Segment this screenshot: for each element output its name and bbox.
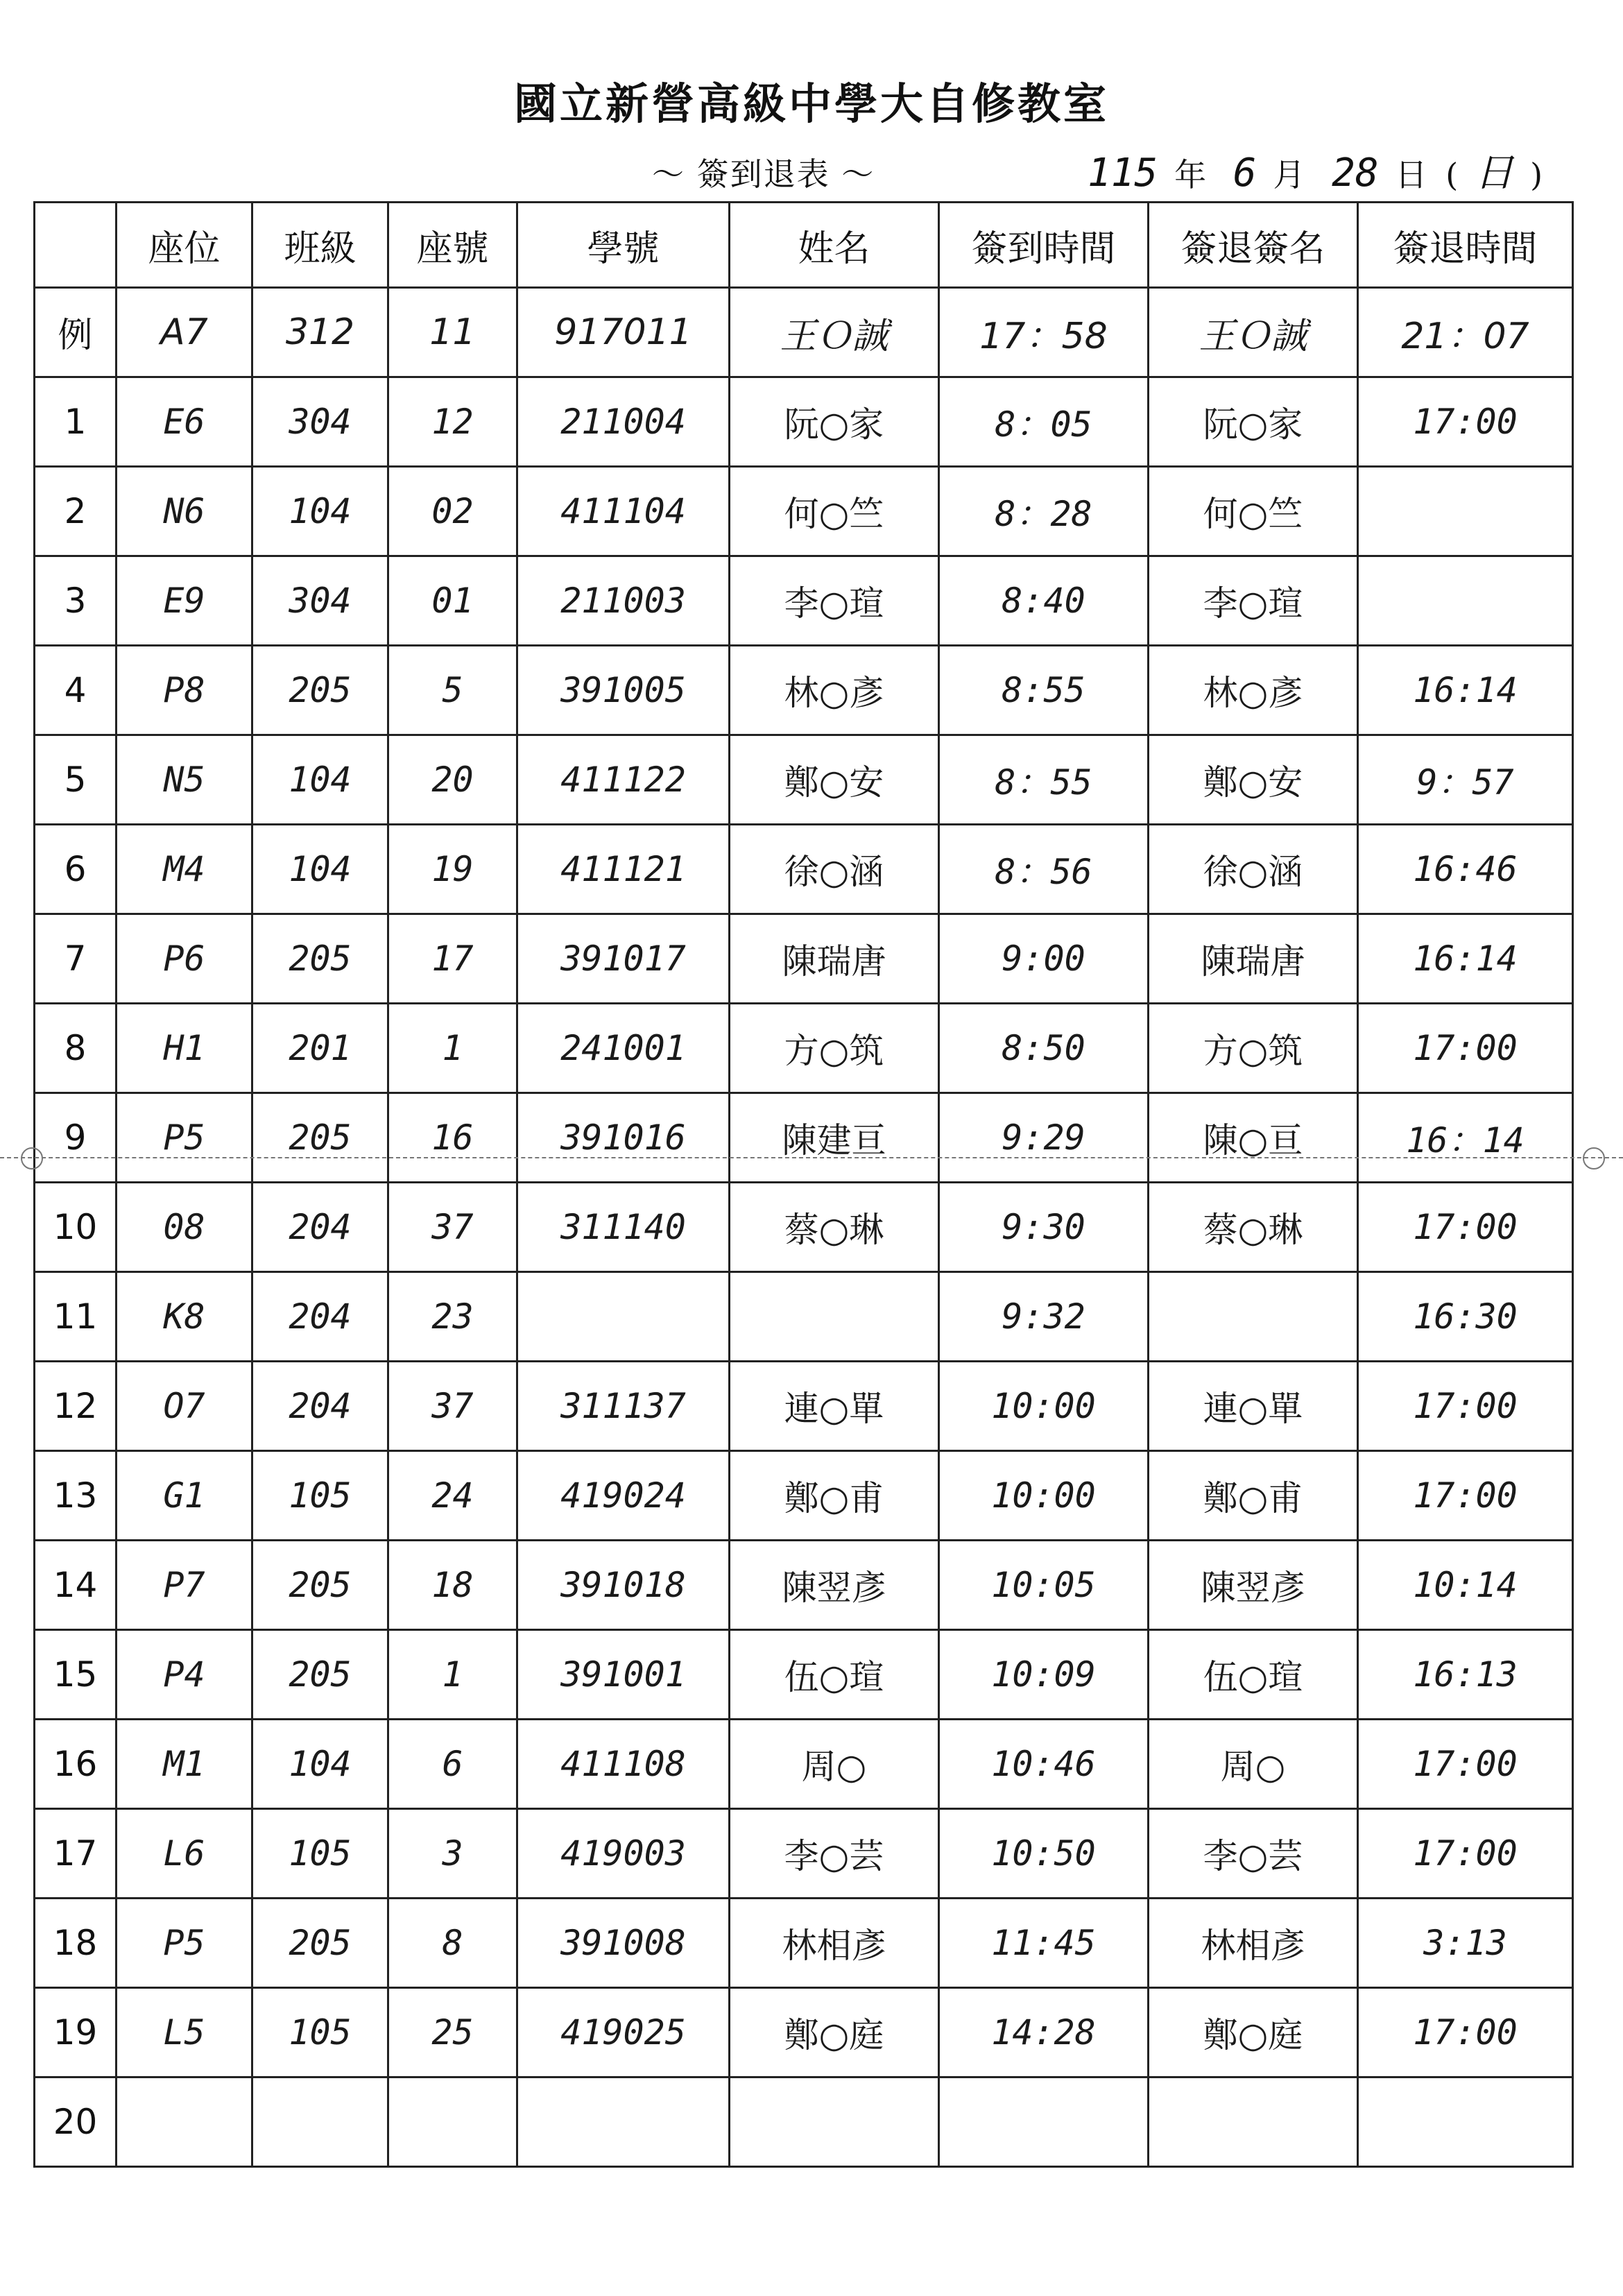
cell-name: 李○瑄: [730, 556, 939, 646]
cell-student-id: 311140: [517, 1183, 730, 1272]
row-number: 16: [35, 1720, 117, 1809]
cell-student-id: 411121: [517, 825, 730, 914]
cell-student-id: 411108: [517, 1720, 730, 1809]
cell-seat: L6: [117, 1809, 252, 1899]
date-day-unit: 日: [1395, 156, 1427, 194]
cell-sign-out-signature: 林相彥: [1149, 1899, 1358, 1988]
cell-seat-number: 01: [388, 556, 517, 646]
cell-sign-out-signature: 陳瑞唐: [1149, 914, 1358, 1004]
date-weekday: 日: [1475, 151, 1514, 196]
cell-sign-out-time: 17:00: [1358, 1451, 1573, 1541]
cell-sign-in-time: 10:50: [939, 1809, 1149, 1899]
table-body: [35, 288, 1573, 2167]
cell-sign-out-time: 9：57: [1358, 735, 1573, 825]
table-row: [35, 825, 1573, 914]
cell-sign-in-time: 14:28: [939, 1988, 1149, 2077]
fold-line: [0, 1157, 1623, 1158]
row-number: 1: [35, 377, 117, 467]
cell-sign-out-signature: 周○: [1149, 1720, 1358, 1809]
table-row: [35, 1630, 1573, 1720]
cell-sign-out-time: 16:14: [1358, 914, 1573, 1004]
cell-class: 105: [252, 1809, 388, 1899]
cell-name: 陳建亘: [730, 1093, 939, 1183]
row-number: 8: [35, 1004, 117, 1093]
cell-seat: P5: [117, 1899, 252, 1988]
cell-student-id: 391008: [517, 1899, 730, 1988]
table-row: [35, 377, 1573, 467]
cell-student-id: 391017: [517, 914, 730, 1004]
cell-sign-in-time: 8:55: [939, 646, 1149, 735]
cell-sign-out-time: 17:00: [1358, 1362, 1573, 1451]
cell-seat-number: 24: [388, 1451, 517, 1541]
cell-sign-out-time: 17:00: [1358, 1720, 1573, 1809]
cell-sign-out-signature: 陳翌彥: [1149, 1541, 1358, 1630]
cell-seat-number: 3: [388, 1809, 517, 1899]
cell-sign-out-time: 17:00: [1358, 1183, 1573, 1272]
cell-sign-out-signature: 鄭○甫: [1149, 1451, 1358, 1541]
cell-seat: N6: [117, 467, 252, 556]
row-number: 7: [35, 914, 117, 1004]
cell-seat-number: 20: [388, 735, 517, 825]
row-number: 14: [35, 1541, 117, 1630]
cell-class: 105: [252, 1988, 388, 2077]
cell-name: 周○: [730, 1720, 939, 1809]
table-row: [35, 1272, 1573, 1362]
cell-sign-in-time: 17：58: [939, 288, 1149, 377]
cell-seat-number: 6: [388, 1720, 517, 1809]
column-header-seat-number: 座號: [388, 203, 517, 288]
sign-in-table: [33, 201, 1574, 2168]
cell-sign-out-signature: 阮○家: [1149, 377, 1358, 467]
cell-student-id: 211003: [517, 556, 730, 646]
cell-sign-out-time: 3:13: [1358, 1899, 1573, 1988]
cell-name: 方○筑: [730, 1004, 939, 1093]
table-row: [35, 556, 1573, 646]
table-row: [35, 735, 1573, 825]
sheet-subtitle: ～ 簽到退表 ～: [652, 155, 875, 193]
cell-seat-number: 17: [388, 914, 517, 1004]
cell-name: 陳翌彥: [730, 1541, 939, 1630]
cell-seat: E6: [117, 377, 252, 467]
table-row: [35, 1362, 1573, 1451]
cell-sign-in-time: 9:29: [939, 1093, 1149, 1183]
example-row: [35, 288, 1573, 377]
row-number: 2: [35, 467, 117, 556]
row-number: 例: [35, 288, 117, 377]
cell-class: 205: [252, 1630, 388, 1720]
cell-class: 304: [252, 556, 388, 646]
cell-seat: N5: [117, 735, 252, 825]
column-header-row-no: [35, 203, 117, 288]
cell-name: 蔡○琳: [730, 1183, 939, 1272]
cell-student-id: 419024: [517, 1451, 730, 1541]
cell-student-id: 917011: [517, 288, 730, 377]
cell-sign-out-signature: 鄭○庭: [1149, 1988, 1358, 2077]
cell-seat: O7: [117, 1362, 252, 1451]
cell-sign-out-time: 17:00: [1358, 1004, 1573, 1093]
cell-name: [730, 2077, 939, 2167]
cell-sign-out-signature: 鄭○安: [1149, 735, 1358, 825]
cell-seat-number: 1: [388, 1630, 517, 1720]
cell-sign-out-signature: 李○瑄: [1149, 556, 1358, 646]
cell-seat: H1: [117, 1004, 252, 1093]
column-header-class: 班級: [252, 203, 388, 288]
cell-sign-out-signature: 徐○涵: [1149, 825, 1358, 914]
cell-class: 104: [252, 825, 388, 914]
cell-name: 伍○瑄: [730, 1630, 939, 1720]
cell-seat: P7: [117, 1541, 252, 1630]
cell-class: 204: [252, 1272, 388, 1362]
cell-seat-number: 37: [388, 1183, 517, 1272]
date-weekday-close: ): [1530, 156, 1543, 194]
cell-sign-out-signature: [1149, 2077, 1358, 2167]
cell-seat-number: [388, 2077, 517, 2167]
column-header-name: 姓名: [730, 203, 939, 288]
cell-class: 105: [252, 1451, 388, 1541]
cell-seat: [117, 2077, 252, 2167]
row-number: 4: [35, 646, 117, 735]
cell-class: 205: [252, 914, 388, 1004]
cell-seat: 08: [117, 1183, 252, 1272]
cell-name: 鄭○庭: [730, 1988, 939, 2077]
row-number: 20: [35, 2077, 117, 2167]
cell-seat-number: 12: [388, 377, 517, 467]
cell-seat-number: 5: [388, 646, 517, 735]
cell-sign-in-time: 10:00: [939, 1451, 1149, 1541]
sheet-date: [1075, 142, 1547, 198]
table-row: [35, 1093, 1573, 1183]
cell-name: 阮○家: [730, 377, 939, 467]
cell-sign-out-time: 16:13: [1358, 1630, 1573, 1720]
column-header-sign-out-time: 簽退時間: [1358, 203, 1573, 288]
cell-sign-out-time: 21：07: [1358, 288, 1573, 377]
cell-seat-number: 11: [388, 288, 517, 377]
cell-sign-in-time: 11:45: [939, 1899, 1149, 1988]
date-year-unit: 年: [1174, 156, 1207, 194]
row-number: 12: [35, 1362, 117, 1451]
cell-sign-out-time: [1358, 467, 1573, 556]
cell-name: 鄭○安: [730, 735, 939, 825]
cell-class: 104: [252, 1720, 388, 1809]
cell-student-id: 391005: [517, 646, 730, 735]
cell-seat: K8: [117, 1272, 252, 1362]
cell-sign-in-time: 8:50: [939, 1004, 1149, 1093]
cell-student-id: 391016: [517, 1093, 730, 1183]
cell-class: 205: [252, 1093, 388, 1183]
date-day: 28: [1332, 151, 1379, 196]
cell-sign-out-time: 16:46: [1358, 825, 1573, 914]
cell-seat-number: 37: [388, 1362, 517, 1451]
table-row: [35, 1541, 1573, 1630]
cell-sign-in-time: 10:05: [939, 1541, 1149, 1630]
cell-sign-in-time: 8：05: [939, 377, 1149, 467]
table-row: [35, 1809, 1573, 1899]
cell-seat-number: 8: [388, 1899, 517, 1988]
column-header-seat: 座位: [117, 203, 252, 288]
cell-sign-out-signature: 林○彥: [1149, 646, 1358, 735]
cell-student-id: 411122: [517, 735, 730, 825]
cell-student-id: 241001: [517, 1004, 730, 1093]
cell-sign-in-time: [939, 2077, 1149, 2167]
cell-student-id: 419003: [517, 1809, 730, 1899]
cell-seat: A7: [117, 288, 252, 377]
cell-class: 205: [252, 646, 388, 735]
cell-sign-out-time: 16:30: [1358, 1272, 1573, 1362]
cell-seat: P6: [117, 914, 252, 1004]
cell-sign-in-time: 8：55: [939, 735, 1149, 825]
cell-name: [730, 1272, 939, 1362]
row-number: 11: [35, 1272, 117, 1362]
cell-seat: L5: [117, 1988, 252, 2077]
row-number: 10: [35, 1183, 117, 1272]
column-header-student-id: 學號: [517, 203, 730, 288]
row-number: 17: [35, 1809, 117, 1899]
cell-student-id: [517, 2077, 730, 2167]
row-number: 19: [35, 1988, 117, 2077]
cell-class: 312: [252, 288, 388, 377]
row-number: 3: [35, 556, 117, 646]
cell-class: 205: [252, 1899, 388, 1988]
cell-student-id: 391001: [517, 1630, 730, 1720]
cell-student-id: 311137: [517, 1362, 730, 1451]
row-number: 5: [35, 735, 117, 825]
table-row: [35, 467, 1573, 556]
cell-seat-number: 19: [388, 825, 517, 914]
cell-seat: M4: [117, 825, 252, 914]
fold-mark-right: [1583, 1147, 1605, 1170]
cell-seat: E9: [117, 556, 252, 646]
header-row: [35, 203, 1573, 288]
cell-class: 104: [252, 735, 388, 825]
table-row: [35, 646, 1573, 735]
cell-name: 王Ｏ誠: [730, 288, 939, 377]
cell-sign-out-time: 17:00: [1358, 1809, 1573, 1899]
cell-student-id: 419025: [517, 1988, 730, 2077]
cell-sign-out-signature: 王Ｏ誠: [1149, 288, 1358, 377]
table-row: [35, 1988, 1573, 2077]
cell-class: 205: [252, 1541, 388, 1630]
cell-sign-in-time: 10:46: [939, 1720, 1149, 1809]
cell-sign-in-time: 10:09: [939, 1630, 1149, 1720]
row-number: 15: [35, 1630, 117, 1720]
cell-seat-number: 02: [388, 467, 517, 556]
cell-student-id: [517, 1272, 730, 1362]
column-header-sign-in-time: 簽到時間: [939, 203, 1149, 288]
table-row: [35, 1183, 1573, 1272]
sheet-title: 國立新營高級中學大自修教室: [513, 78, 1109, 129]
table-row: [35, 1720, 1573, 1809]
cell-seat: P4: [117, 1630, 252, 1720]
cell-seat-number: 23: [388, 1272, 517, 1362]
cell-seat-number: 25: [388, 1988, 517, 2077]
cell-sign-out-time: 16:14: [1358, 646, 1573, 735]
row-number: 9: [35, 1093, 117, 1183]
cell-name: 陳瑞唐: [730, 914, 939, 1004]
cell-sign-out-time: 17:00: [1358, 1988, 1573, 2077]
row-number: 18: [35, 1899, 117, 1988]
cell-seat: M1: [117, 1720, 252, 1809]
row-number: 13: [35, 1451, 117, 1541]
cell-class: 304: [252, 377, 388, 467]
cell-sign-in-time: 8:40: [939, 556, 1149, 646]
cell-student-id: 211004: [517, 377, 730, 467]
cell-seat-number: 18: [388, 1541, 517, 1630]
cell-sign-out-time: [1358, 556, 1573, 646]
cell-sign-out-time: 16：14: [1358, 1093, 1573, 1183]
cell-sign-out-time: 10:14: [1358, 1541, 1573, 1630]
cell-sign-out-signature: 陳○亘: [1149, 1093, 1358, 1183]
cell-class: [252, 2077, 388, 2167]
cell-sign-in-time: 9:00: [939, 914, 1149, 1004]
table-row: [35, 1451, 1573, 1541]
table-row: [35, 2077, 1573, 2167]
cell-sign-in-time: 8：56: [939, 825, 1149, 914]
date-month-unit: 月: [1273, 156, 1305, 194]
cell-student-id: 391018: [517, 1541, 730, 1630]
cell-name: 何○竺: [730, 467, 939, 556]
cell-sign-out-signature: 連○單: [1149, 1362, 1358, 1451]
cell-class: 104: [252, 467, 388, 556]
cell-sign-out-time: [1358, 2077, 1573, 2167]
cell-name: 連○單: [730, 1362, 939, 1451]
cell-sign-in-time: 9:30: [939, 1183, 1149, 1272]
table-row: [35, 914, 1573, 1004]
date-year: 115: [1088, 151, 1158, 196]
cell-seat-number: 1: [388, 1004, 517, 1093]
cell-sign-out-time: 17:00: [1358, 377, 1573, 467]
cell-seat: P5: [117, 1093, 252, 1183]
date-month: 6: [1233, 151, 1257, 196]
cell-sign-out-signature: [1149, 1272, 1358, 1362]
column-header-sign-out-signature: 簽退簽名: [1149, 203, 1358, 288]
cell-name: 鄭○甫: [730, 1451, 939, 1541]
cell-name: 徐○涵: [730, 825, 939, 914]
cell-sign-in-time: 10:00: [939, 1362, 1149, 1451]
cell-sign-out-signature: 李○芸: [1149, 1809, 1358, 1899]
cell-name: 林相彥: [730, 1899, 939, 1988]
cell-sign-out-signature: 方○筑: [1149, 1004, 1358, 1093]
cell-sign-out-signature: 蔡○琳: [1149, 1183, 1358, 1272]
cell-seat-number: 16: [388, 1093, 517, 1183]
cell-sign-out-signature: 伍○瑄: [1149, 1630, 1358, 1720]
cell-class: 204: [252, 1362, 388, 1451]
cell-class: 204: [252, 1183, 388, 1272]
date-weekday-open: (: [1445, 156, 1459, 194]
cell-sign-out-signature: 何○竺: [1149, 467, 1358, 556]
cell-seat: P8: [117, 646, 252, 735]
cell-seat: G1: [117, 1451, 252, 1541]
row-number: 6: [35, 825, 117, 914]
table-row: [35, 1899, 1573, 1988]
cell-name: 林○彥: [730, 646, 939, 735]
fold-mark-left: [21, 1147, 43, 1170]
cell-name: 李○芸: [730, 1809, 939, 1899]
cell-student-id: 411104: [517, 467, 730, 556]
cell-sign-in-time: 8：28: [939, 467, 1149, 556]
table-row: [35, 1004, 1573, 1093]
cell-class: 201: [252, 1004, 388, 1093]
cell-sign-in-time: 9:32: [939, 1272, 1149, 1362]
